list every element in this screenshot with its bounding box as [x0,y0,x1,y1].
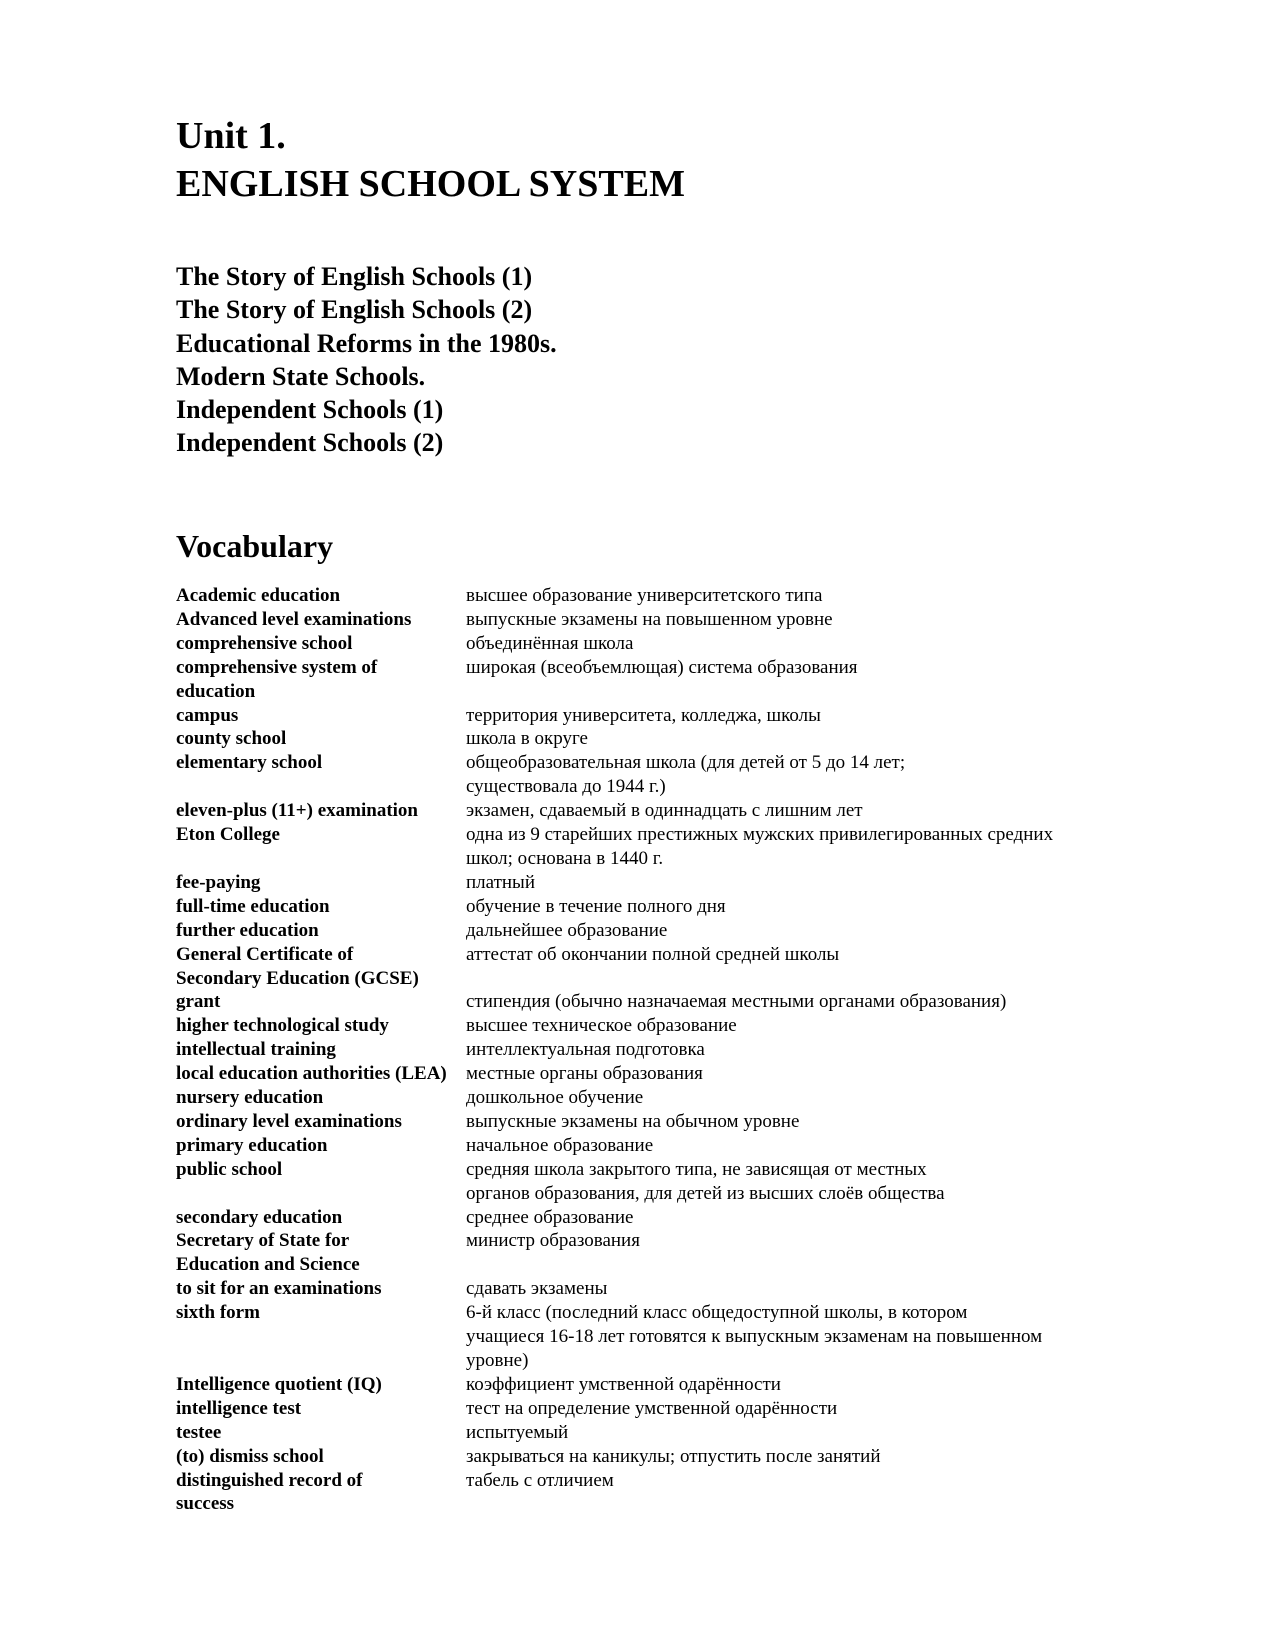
vocabulary-term: primary education [176,1134,328,1156]
vocabulary-definition: испытуемый [466,1421,569,1443]
vocabulary-definition: обучение в течение полного дня [466,895,726,917]
vocabulary-definition: стипендия (обычно назначаемая местными органами образования) [466,991,1007,1013]
vocabulary-term: eleven-plus (11+) examination [176,800,418,822]
vocabulary-definition: одна из 9 старейших престижных мужских привилегированных средних школ; основана в 1440 г. [466,824,1054,869]
vocabulary-entry [176,799,1136,823]
vocabulary-entry [176,1038,1136,1062]
vocabulary-definition: министр образования [466,1230,640,1252]
vocabulary-term: Eton College [176,824,280,846]
vocabulary-term: (to) dismiss school [176,1445,324,1467]
vocabulary-definition: территория университета, колледжа, школы [466,704,821,726]
vocabulary-term: to sit for an examinations [176,1278,382,1300]
vocabulary-definition: объединённая школа [466,632,634,654]
unit-name: ENGLISH SCHOOL SYSTEM [176,163,685,205]
vocabulary-entry [176,584,1136,608]
vocabulary-entry [176,1469,1136,1517]
vocabulary-definition: местные органы образования [466,1063,703,1085]
vocabulary-term: ordinary level examinations [176,1110,402,1132]
vocabulary-term: intelligence test [176,1397,302,1419]
vocabulary-entry [176,1062,1136,1086]
vocabulary-term: comprehensive system of education [176,656,378,702]
vocabulary-list [176,584,1136,1516]
vocabulary-entry [176,1301,1136,1373]
toc-item: Independent Schools (1) [176,395,444,425]
vocabulary-term: grant [176,991,221,1013]
unit-title [176,112,685,208]
table-of-contents [176,260,557,460]
vocabulary-definition: высшее образование университетского типа [466,585,823,606]
vocabulary-definition: дошкольное обучение [466,1087,644,1109]
vocabulary-entry [176,656,1136,704]
vocabulary-entry [176,871,1136,895]
vocabulary-definition: начальное образование [466,1134,654,1156]
vocabulary-definition: дальнейшее образование [466,919,668,941]
vocabulary-entry [176,1397,1136,1421]
toc-item: Independent Schools (2) [176,428,444,458]
vocabulary-term: intellectual training [176,1039,336,1061]
vocabulary-heading: Vocabulary [176,528,334,564]
vocabulary-definition: тест на определение умственной одарённости [466,1397,838,1419]
vocabulary-entry [176,1421,1136,1445]
toc-item: Educational Reforms in the 1980s. [176,328,557,358]
toc-item: The Story of English Schools (1) [176,262,533,291]
vocabulary-entry [176,823,1136,871]
vocabulary-entry [176,632,1136,656]
vocabulary-entry [176,704,1136,728]
vocabulary-definition: средняя школа закрытого типа, не зависящая от местных органов образования, для детей из высших слоёв общества [466,1158,945,1204]
toc-item: Modern State Schools. [176,361,426,391]
vocabulary-term: fee-paying [176,871,261,893]
vocabulary-entry [176,1445,1136,1469]
vocabulary-entry [176,1158,1136,1206]
vocabulary-term: elementary school [176,752,323,774]
vocabulary-definition: выпускные экзамены на повышенном уровне [466,608,833,630]
vocabulary-term: Academic education [176,585,341,606]
vocabulary-definition: платный [466,871,535,893]
unit-number: Unit 1. [176,115,286,157]
vocabulary-term: secondary education [176,1206,343,1228]
toc-item: The Story of English Schools (2) [176,295,533,325]
vocabulary-entry [176,1134,1136,1158]
vocabulary-term: local education authorities (LEA) [176,1063,447,1085]
vocabulary-term: higher technological study [176,1015,389,1037]
vocabulary-term: county school [176,728,287,750]
vocabulary-entry [176,1206,1136,1230]
vocabulary-definition: школа в округе [466,728,588,750]
vocabulary-term: nursery education [176,1087,324,1109]
vocabulary-term: testee [176,1421,222,1443]
vocabulary-entry [176,608,1136,632]
vocabulary-definition: 6-й класс (последний класс общедоступной школы, в котором учащиеся 16-18 лет готовятся к выпускным экзаменам на повышенном уровне) [466,1302,1043,1371]
vocabulary-definition: широкая (всеобъемлющая) система образования [466,656,858,678]
vocabulary-definition: интеллектуальная подготовка [466,1039,705,1061]
vocabulary-entry [176,990,1136,1014]
vocabulary-term: comprehensive school [176,632,353,654]
vocabulary-term: General Certificate of Secondary Education (GCSE) [176,943,419,989]
vocabulary-term: further education [176,919,319,941]
vocabulary-entry [176,1086,1136,1110]
vocabulary-definition: высшее техническое образование [466,1015,737,1037]
vocabulary-term: campus [176,704,239,726]
vocabulary-entry [176,895,1136,919]
vocabulary-definition: сдавать экзамены [466,1278,608,1300]
vocabulary-entry [176,751,1136,799]
vocabulary-definition: выпускные экзамены на обычном уровне [466,1110,800,1132]
vocabulary-entry [176,1277,1136,1301]
vocabulary-term: Advanced level examinations [176,608,412,630]
vocabulary-term: distinguished record of success [176,1469,363,1515]
vocabulary-term: full-time education [176,895,330,917]
vocabulary-definition: общеобразовательная школа (для детей от 5 до 14 лет; существовала до 1944 г.) [466,752,906,798]
vocabulary-entry [176,919,1136,943]
vocabulary-entry [176,1014,1136,1038]
vocabulary-entry [176,943,1136,991]
vocabulary-definition: коэффициент умственной одарённости [466,1373,781,1395]
vocabulary-definition: среднее образование [466,1206,634,1228]
vocabulary-entry [176,1229,1136,1277]
vocabulary-term: Secretary of State for Education and Science [176,1230,360,1276]
vocabulary-definition: экзамен, сдаваемый в одиннадцать с лишним лет [466,800,863,822]
vocabulary-entry [176,727,1136,751]
vocabulary-definition: закрываться на каникулы; отпустить после занятий [466,1445,881,1467]
vocabulary-entry [176,1373,1136,1397]
vocabulary-definition: табель с отличием [466,1469,614,1491]
vocabulary-term: sixth form [176,1302,260,1324]
vocabulary-term: Intelligence quotient (IQ) [176,1373,382,1395]
vocabulary-entry [176,1110,1136,1134]
vocabulary-term: public school [176,1158,283,1180]
vocabulary-definition: аттестат об окончании полной средней школы [466,943,840,965]
